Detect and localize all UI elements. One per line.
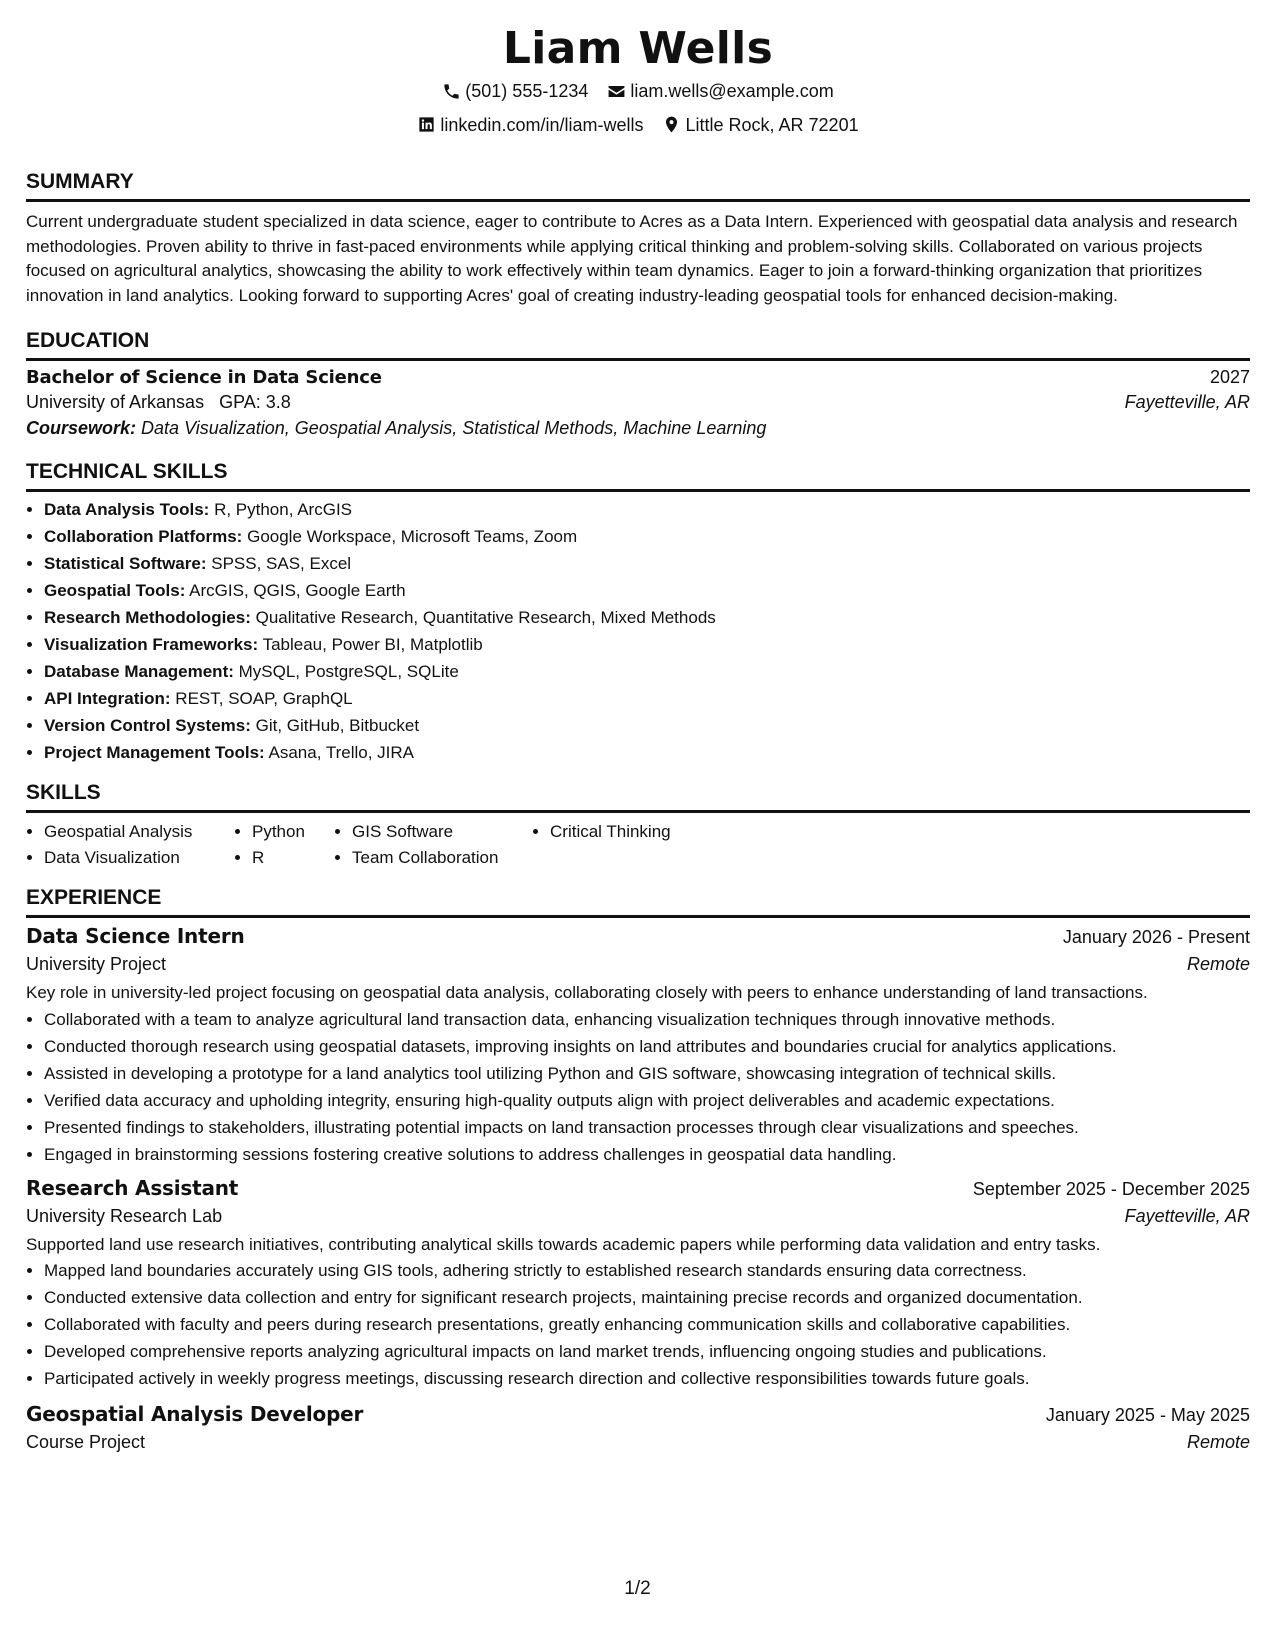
linkedin-contact[interactable] [417,110,643,140]
list-item [44,604,1250,631]
job-organization: Course Project [26,1432,146,1452]
summary-heading: SUMMARY [26,169,1250,202]
skill-category: Database Management: [44,662,234,681]
skills-column-4 [532,819,750,871]
job-header-row [26,1402,1250,1426]
list-item: • Conducted thorough research using geospatial datasets, improving insights on land attributes and boundaries crucial for analytics applications. [44,1033,1250,1060]
location-text: Little Rock, AR 72201 [685,114,859,135]
location-contact [662,110,858,140]
job-title: Data Science Intern [26,924,245,948]
job-summary: Supported land use research initiatives, contributing analytical skills towards academic papers while performing data validation and entry tasks. [26,1234,1101,1254]
job-organization: University Project [26,954,167,974]
job-title: Research Assistant [26,1175,239,1200]
skill-values: REST, SOAP, GraphQL [175,689,353,708]
skills-heading: SKILLS [26,780,1250,813]
envelope-icon [607,82,626,101]
list-item [44,658,1250,685]
degree-title: Bachelor of Science in Data Science [26,367,382,388]
job-org-row [26,954,1250,975]
list-item: • Mapped land boundaries accurately using GIS tools, adhering strictly to established research standards ensuring data correctness. [44,1257,1250,1284]
list-item: • Engaged in brainstorming sessions fostering creative solutions to address challenges in geospatial data handling. [44,1141,1250,1168]
experience-entry [26,924,1250,1168]
summary-text: Current undergraduate student specialized in data science, eager to contribute to Acres as a Data Intern. Experienced with geospatial data analysis and research methodologies. Proven ability to thrive in fast-paced environments while applying critical thinking and problem-solving skills. Collaborated on various projects focused on agricultural analytics, showcasing the ability to work effectively within team dynamics. Eager to join a forward-thinking organization that prioritizes innovation in land analytics. Looking forward to supporting Acres' goal of creating industry-leading geospatial tools for enhanced decision-making. [26,212,1238,305]
graduation-year: 2027 [1209,367,1250,387]
education-heading: EDUCATION [26,328,1250,361]
list-item: • Python [252,819,334,845]
education-row-1 [26,367,1250,388]
job-location: Fayetteville, AR [1124,1205,1250,1226]
experience-heading: EXPERIENCE [26,885,1250,918]
skill-values: R, Python, ArcGIS [214,500,353,519]
skill-values: Google Workspace, Microsoft Teams, Zoom [247,527,578,546]
skills-column-2 [234,819,334,871]
experience-entry [26,1176,1250,1393]
skill-values: Tableau, Power BI, Matplotlib [262,635,483,654]
resume-page [26,22,1250,1453]
list-item: • Verified data accuracy and upholding integrity, ensuring high-quality outputs align with project deliverables and academic expectations. [44,1087,1250,1114]
school-name: University of Arkansas [26,392,205,412]
education-entry [26,367,1250,443]
coursework-label: Coursework: [26,418,137,438]
list-item [44,550,1250,577]
list-item [44,712,1250,739]
contact-line-2 [26,110,1250,144]
list-item [44,685,1250,712]
skill-category: Version Control Systems: [44,716,251,735]
job-bullets [26,1257,1250,1392]
phone-contact [442,76,588,106]
list-item: • Collaborated with faculty and peers during research presentations, greatly enhancing communication skills and collaborative capabilities. [44,1311,1250,1338]
list-item: • Collaborated with a team to analyze agricultural land transaction data, enhancing visualization techniques through innovative methods. [44,1006,1250,1033]
candidate-name: Liam Wells [502,23,774,74]
resume-header [26,22,1250,143]
job-bullets [26,1006,1250,1168]
technical-skills-heading: TECHNICAL SKILLS [26,459,1250,492]
education-row-2 [26,392,1250,413]
job-title: Geospatial Analysis Developer [26,1402,364,1426]
job-organization: University Research Lab [26,1205,223,1226]
skill-values: Asana, Trello, JIRA [268,743,415,762]
school-line [26,392,291,413]
skill-category: Geospatial Tools: [44,581,186,600]
skill-values: Qualitative Research, Quantitative Research, Mixed Methods [255,608,716,627]
list-item: • Critical Thinking [550,819,750,845]
list-item: • Developed comprehensive reports analyzing agricultural impacts on land market trends, influencing ongoing studies and publications. [44,1338,1250,1365]
email-text[interactable]: liam.wells@example.com [630,81,834,101]
phone-text: (501) 555-1234 [465,81,589,101]
list-item: • Geospatial Analysis [44,819,234,845]
skill-values: Git, GitHub, Bitbucket [255,716,420,735]
job-summary: Key role in university-led project focusing on geospatial data analysis, collaborating closely with peers to enhance understanding of land transactions. [26,983,1148,1002]
list-item: • Presented findings to stakeholders, illustrating potential impacts on land transaction processes through clear visualizations and speeches. [44,1114,1250,1141]
job-location: Remote [1186,954,1250,974]
skill-category: Visualization Frameworks: [44,635,259,654]
map-pin-icon [662,115,681,134]
job-org-row [26,1206,1250,1227]
list-item: • Assisted in developing a prototype for a land analytics tool utilizing Python and GIS software, showcasing integration of technical skills. [44,1060,1250,1087]
list-item [44,496,1250,523]
phone-icon [442,82,461,101]
list-item [44,739,1250,766]
skill-category: Data Analysis Tools: [44,500,210,519]
linkedin-text[interactable]: linkedin.com/in/liam-wells [440,114,644,135]
skill-category: Statistical Software: [44,554,207,573]
job-dates: January 2026 - Present [1062,927,1250,947]
coursework-list: Data Visualization, Geospatial Analysis, Statistical Methods, Machine Learning [141,418,767,438]
skill-values: ArcGIS, QGIS, Google Earth [189,581,406,600]
skill-values: SPSS, SAS, Excel [211,554,352,573]
linkedin-icon [417,115,436,134]
job-header-row [26,1176,1250,1200]
list-item: • Data Visualization [44,845,234,871]
list-item [44,631,1250,658]
job-location: Remote [1186,1432,1250,1452]
skill-category: Project Management Tools: [44,743,265,762]
job-dates: September 2025 - December 2025 [972,1178,1250,1199]
list-item: • Conducted extensive data collection and entry for significant research projects, maintaining precise records and organized documentation. [44,1284,1250,1311]
skills-column-3 [334,819,532,871]
skill-values: MySQL, PostgreSQL, SQLite [238,662,459,681]
contact-line-1 [26,76,1250,110]
skills-grid [26,819,1250,871]
job-org-row [26,1432,1250,1453]
skill-category: Collaboration Platforms: [44,527,243,546]
gpa: GPA: 3.8 [219,392,291,412]
skill-category: Research Methodologies: [44,608,251,627]
job-dates: January 2025 - May 2025 [1045,1405,1250,1425]
list-item: • R [252,845,334,871]
school-location: Fayetteville, AR [1124,392,1250,412]
list-item: • Participated actively in weekly progress meetings, discussing research direction and collective responsibilities towards future goals. [44,1365,1250,1392]
experience-entry [26,1402,1250,1453]
list-item [44,523,1250,550]
list-item: • GIS Software [352,819,532,845]
skills-column-1 [26,819,234,871]
email-contact[interactable] [607,76,833,106]
skill-category: API Integration: [44,689,171,708]
technical-skills-list [26,496,1250,766]
page-number: 1/2 [624,1578,651,1599]
list-item [44,577,1250,604]
list-item: • Team Collaboration [352,845,532,871]
coursework-line [26,413,1250,443]
job-header-row [26,924,1250,948]
